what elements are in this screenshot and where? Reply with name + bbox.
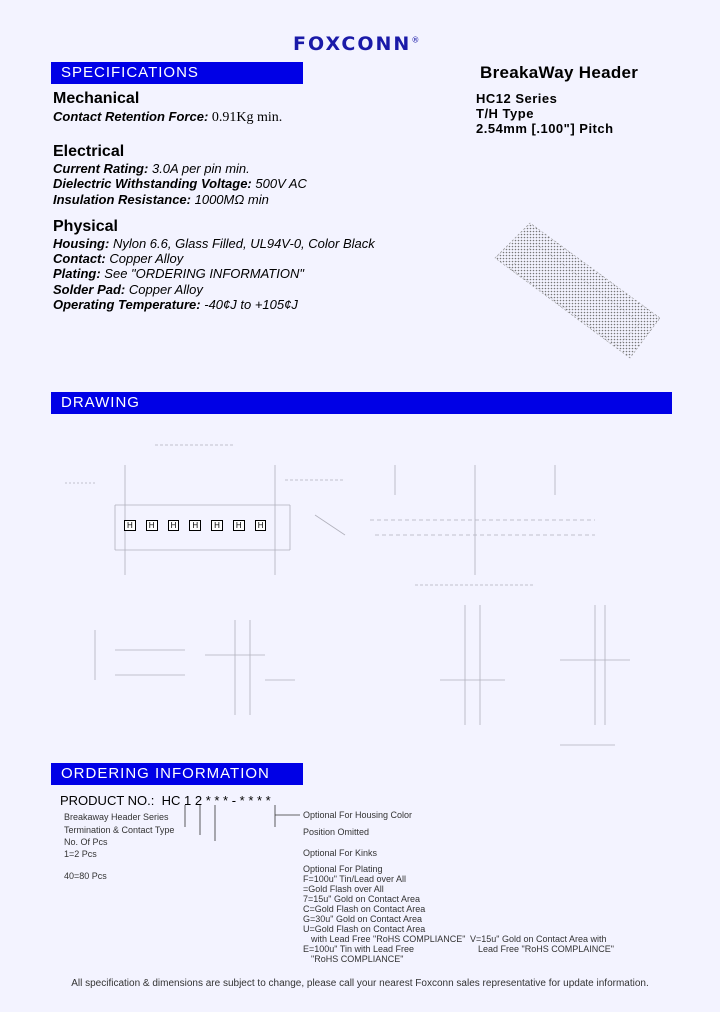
order-option: F=100u" Tin/Lead over All xyxy=(303,874,407,884)
order-item: 1=2 Pcs xyxy=(64,849,97,859)
order-option: G=30u" Gold on Contact Area xyxy=(303,914,423,924)
technical-drawing xyxy=(55,425,665,770)
current-spec: Current Rating: 3.0A per pin min. xyxy=(53,161,250,176)
order-option: "RoHS COMPLIANCE" xyxy=(311,954,404,964)
pin-mark: H xyxy=(124,520,136,531)
pin-mark: H xyxy=(146,520,158,531)
order-option: Optional For Plating xyxy=(303,864,383,874)
order-option: C=Gold Flash on Contact Area xyxy=(303,904,426,914)
dielectric-spec: Dielectric Withstanding Voltage: 500V AC xyxy=(53,176,307,191)
order-option: with Lead Free "RoHS COMPLIANCE" xyxy=(311,934,466,944)
product-number: PRODUCT NO.: HC 1 2 * * * - * * * * xyxy=(60,793,271,808)
order-option: Optional For Housing Color xyxy=(303,810,413,820)
order-option: E=100u" Tin with Lead Free xyxy=(303,944,415,954)
pin-mark: H xyxy=(189,520,201,531)
type-label: T/H Type xyxy=(476,106,534,121)
electrical-heading: Electrical xyxy=(53,143,125,160)
order-item: Breakaway Header Series xyxy=(64,812,169,822)
insulation-spec: Insulation Resistance: 1000MΩ min xyxy=(53,192,269,207)
drawing-bar: DRAWING xyxy=(51,392,672,414)
order-item: No. Of Pcs xyxy=(64,837,108,847)
temperature-spec: Operating Temperature: -40¢J to +105¢J xyxy=(53,297,298,312)
order-item: Termination & Contact Type xyxy=(64,825,175,835)
order-item: 40=80 Pcs xyxy=(64,871,107,881)
order-connectors xyxy=(175,805,305,845)
mechanical-heading: Mechanical xyxy=(53,90,140,107)
pin-mark: H xyxy=(255,520,267,531)
footer-note: All specification & dimensions are subject to change, please call your nearest Foxconn sales representative for update information. xyxy=(71,978,649,989)
pin-mark: H xyxy=(211,520,223,531)
order-option: Lead Free "RoHS COMPLAINCE" xyxy=(478,944,614,954)
solder-pad-spec: Solder Pad: Copper Alloy xyxy=(53,282,203,297)
retention-spec: Contact Retention Force: 0.91Kg min. xyxy=(53,109,283,125)
specifications-bar: SPECIFICATIONS xyxy=(51,62,303,84)
order-option: Optional For Kinks xyxy=(303,848,378,858)
order-option: Position Omitted xyxy=(303,827,370,837)
product-title: BreakaWay Header xyxy=(480,63,639,82)
pitch-label: 2.54mm [.100"] Pitch xyxy=(476,121,614,136)
foxconn-logo: FOXCONN® xyxy=(293,33,420,55)
product-image xyxy=(490,218,670,368)
pin-mark: H xyxy=(233,520,245,531)
pin-mark: H xyxy=(168,520,180,531)
series-label: HC12 Series xyxy=(476,91,558,106)
order-option: =Gold Flash over All xyxy=(303,884,384,894)
order-option: 7=15u" Gold on Contact Area xyxy=(303,894,421,904)
housing-spec: Housing: Nylon 6.6, Glass Filled, UL94V-0, Color Black xyxy=(53,236,375,251)
pin-row xyxy=(124,520,266,531)
order-option: U=Gold Flash on Contact Area xyxy=(303,924,426,934)
contact-spec: Contact: Copper Alloy xyxy=(53,251,184,266)
plating-spec: Plating: See "ORDERING INFORMATION" xyxy=(53,266,304,281)
order-option: V=15u" Gold on Contact Area with xyxy=(470,934,607,944)
ordering-bar: ORDERING INFORMATION xyxy=(51,763,303,785)
physical-heading: Physical xyxy=(53,218,118,235)
